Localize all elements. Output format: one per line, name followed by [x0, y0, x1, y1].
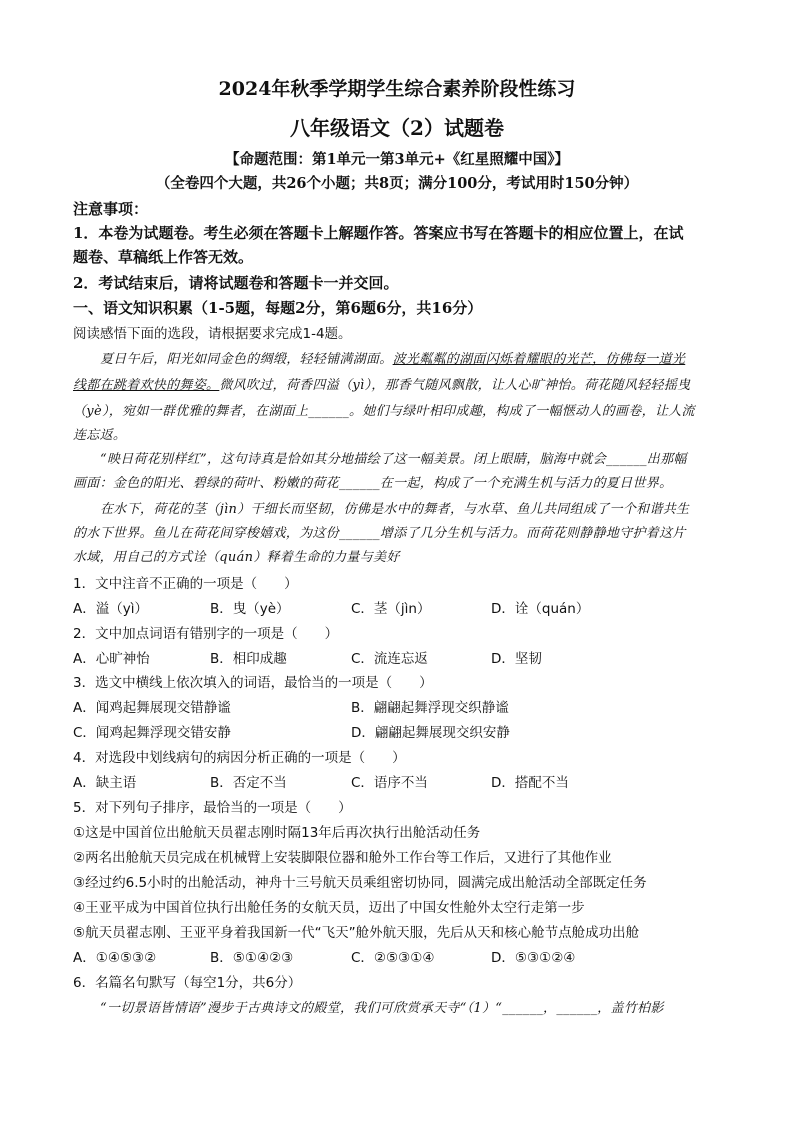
option-c[interactable]: C．流连忘返: [351, 651, 428, 667]
notice-item-2: 2．考试结束后，请将试题卷和答题卡一并交回。: [73, 274, 399, 292]
option-c[interactable]: C．②⑤③①④: [351, 950, 435, 966]
passage-line: [73, 374, 723, 393]
exam-info: （全卷四个大题，共26个小题；共8页；满分100分，考试用时150分钟）: [155, 175, 639, 192]
option-b[interactable]: B．翩翩起舞浮现交织静谧: [351, 700, 509, 716]
question-3-options-row-2: [73, 721, 723, 741]
question-1-options: [73, 597, 723, 617]
section-1-heading: 一、语文知识积累（1-5题，每题2分，第6题6分，共16分）: [73, 299, 483, 317]
question-5-sentence: ④王亚平成为中国首位执行出舱任务的女航天员，迈出了中国女性舱外太空行走第一步: [73, 900, 585, 916]
question-5-sentence: ③经过约6.5小时的出舱活动，神舟十三号航天员乘组密切协同，圆满完成出舱活动全部既定任务: [73, 875, 647, 891]
passage-line: （yè），宛如一群优雅的舞者，在湖面上______。她们与绿叶相印成趣，构成了一幅惬动人的画卷，让人流: [73, 404, 695, 419]
option-a[interactable]: A．心旷神怡: [73, 651, 150, 667]
question-6-stem: 6．名篇名句默写（每空1分，共6分）: [73, 975, 302, 991]
option-a[interactable]: A．①④⑤③②: [73, 950, 157, 966]
passage-line: [73, 348, 723, 367]
option-c[interactable]: C．茎（jìn）: [351, 601, 431, 617]
question-4-options: [73, 771, 723, 791]
question-5-options: [73, 946, 723, 966]
question-2-options: [73, 647, 723, 667]
option-d[interactable]: D．诠（quán）: [491, 601, 590, 617]
option-b[interactable]: B．⑤①④②③: [210, 950, 294, 966]
option-a[interactable]: A．闻鸡起舞展现交错静谧: [73, 700, 231, 716]
passage-text: 微风吹过，荷香四溢（yì），那香气随风飘散，让人心旷神怡。荷花随风轻轻摇曳: [219, 378, 691, 393]
option-d[interactable]: D．搭配不当: [491, 775, 569, 791]
notice-heading: 注意事项：: [73, 200, 149, 218]
passage-line: 画面：金色的阳光、碧绿的荷叶、粉嫩的荷花______在一起，构成了一个充满生机与活力的夏日世界。: [73, 476, 673, 491]
exam-scope: 【命题范围：第1单元一第3单元+《红星照耀中国》】: [224, 151, 570, 168]
option-a[interactable]: A．溢（yì）: [73, 601, 148, 617]
exam-title: 2024年秋季学期学生综合素养阶段性练习: [218, 78, 576, 100]
question-5-stem: 5．对下列句子排序，最恰当的一项是（ ）: [73, 800, 352, 816]
notice-item-1-line-1: 1．本卷为试题卷。考生必须在答题卡上解题作答。答案应书写在答题卡的相应位置上，在试: [73, 224, 684, 242]
option-b[interactable]: B．否定不当: [210, 775, 287, 791]
section-1-intro: 阅读感悟下面的选段，请根据要求完成1-4题。: [73, 326, 352, 342]
passage-line: “映日荷花别样红”，这句诗真是恰如其分地描绘了这一幅美景。闭上眼睛，脑海中就会______出那幅: [100, 452, 687, 467]
question-4-stem: 4．对选段中划线病句的病因分析正确的一项是（ ）: [73, 750, 406, 766]
passage-line: 在水下，荷花的茎（jìn）干细长而坚韧，仿佛是水中的舞者，与水草、鱼儿共同组成了一个和谐共生: [100, 502, 690, 517]
question-1-stem: 1．文中注音不正确的一项是（ ）: [73, 576, 298, 592]
option-d[interactable]: D．坚韧: [491, 651, 542, 667]
option-c[interactable]: C．语序不当: [351, 775, 428, 791]
passage-line: 的水下世界。鱼儿在荷花间穿梭嬉戏，为这份______增添了几分生机与活力。而荷花则静静地守护着这片: [73, 526, 686, 541]
exam-subtitle: 八年级语文（2）试题卷: [290, 116, 504, 140]
option-a[interactable]: A．缺主语: [73, 775, 137, 791]
notice-item-1-line-2: 题卷、草稿纸上作答无效。: [73, 248, 254, 266]
question-2-stem: 2．文中加点词语有错别字的一项是（ ）: [73, 626, 339, 642]
question-5-sentence: ②两名出舱航天员完成在机械臂上安装脚限位器和舱外工作台等工作后，又进行了其他作业: [73, 850, 612, 866]
passage-line: 连忘返。: [73, 428, 127, 443]
underlined-sentence: 线都在跳着欢快的舞姿。: [73, 378, 220, 393]
question-6-line: “一切景语皆情语”漫步于古典诗文的殿堂，我们可欣赏承天寺“（1）“______，______，盖竹柏影: [100, 1001, 664, 1016]
passage-text: 夏日午后，阳光如同金色的绸缎，轻轻铺满湖面。: [100, 352, 393, 367]
question-5-sentence: ①这是中国首位出舱航天员翟志刚时隔13年后再次执行出舱活动任务: [73, 825, 481, 841]
underlined-sentence: 波光粼粼的湖面闪烁着耀眼的光芒，仿佛每一道光: [392, 352, 686, 367]
question-3-options-row-1: [73, 696, 723, 716]
option-b[interactable]: B．曳（yè）: [210, 601, 290, 617]
option-d[interactable]: D．翩翩起舞展现交织安静: [351, 725, 510, 741]
question-5-sentence: ⑤航天员翟志刚、王亚平身着我国新一代“飞天”舱外航天服，先后从天和核心舱节点舱成功出舱: [73, 925, 640, 941]
option-c[interactable]: C．闻鸡起舞浮现交错安静: [73, 725, 231, 741]
question-3-stem: 3．选文中横线上依次填入的词语，最恰当的一项是（ ）: [73, 675, 433, 691]
option-d[interactable]: D．⑤③①②④: [491, 950, 576, 966]
passage-line: 水域，用自己的方式诠（quán）释着生命的力量与美好: [73, 550, 400, 565]
option-b[interactable]: B．相印成趣: [210, 651, 287, 667]
